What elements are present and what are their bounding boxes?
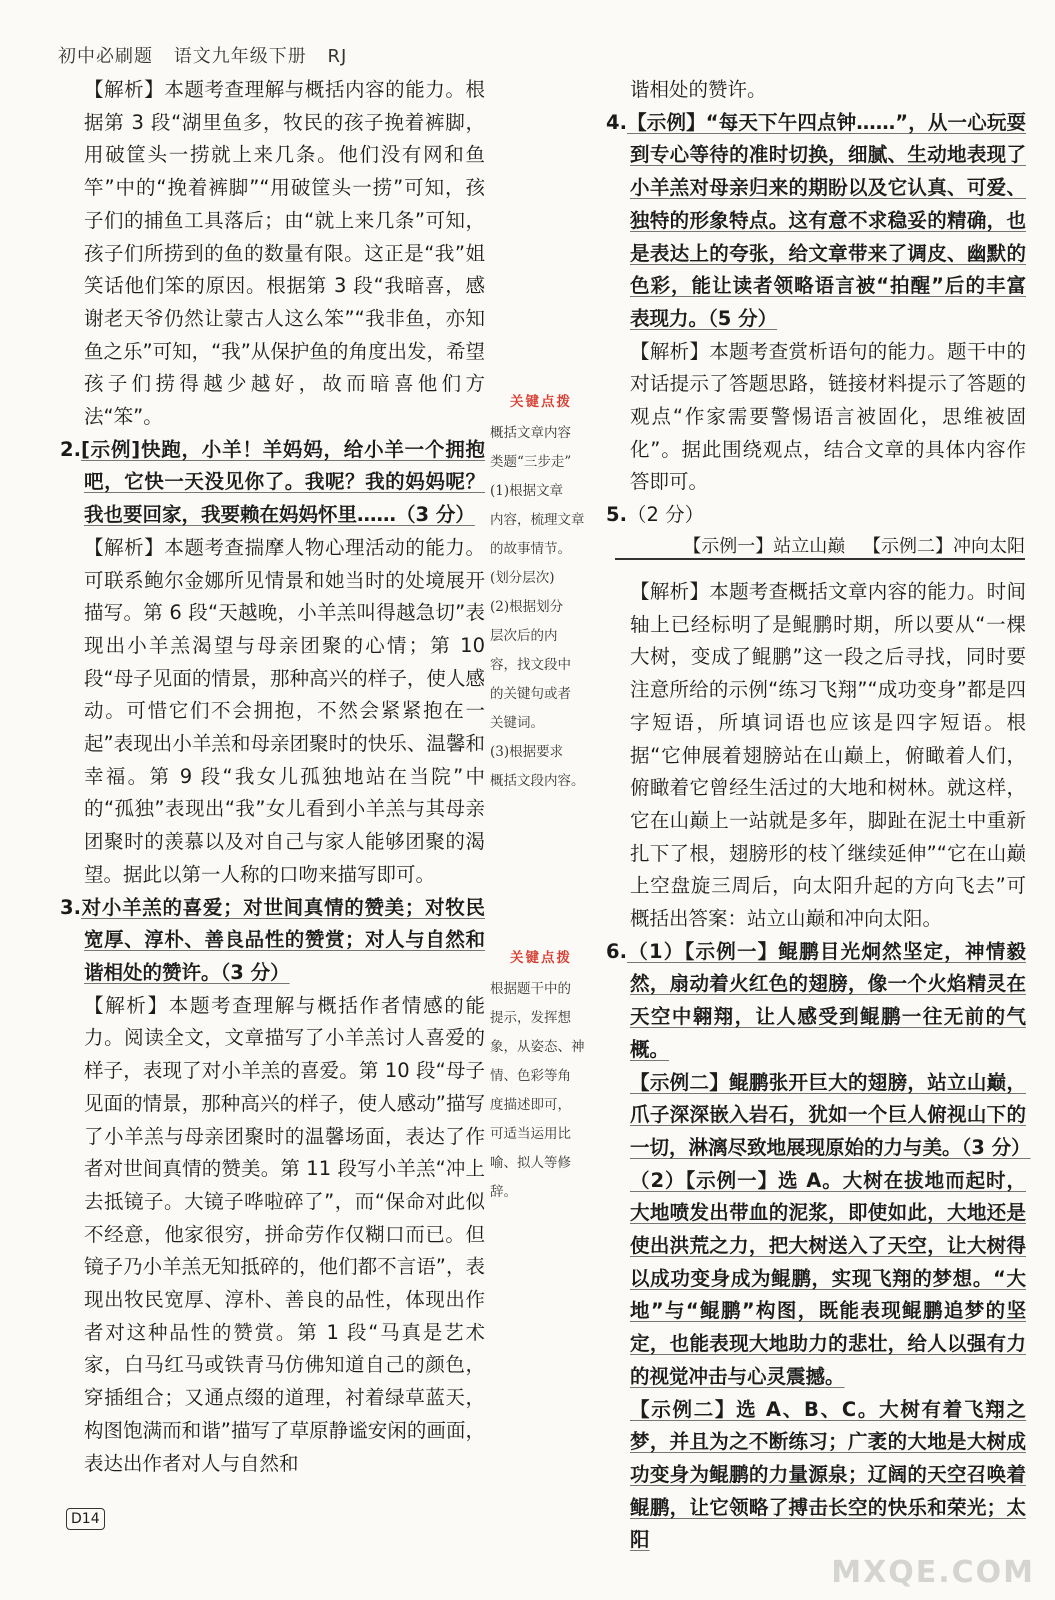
key-tip-line: (1)根据文章 xyxy=(490,483,564,499)
answer-6-1-example-1: 6.（1）【示例一】鲲鹏目光炯然坚定，神情毅然，扇动着火红色的翅膀，像一个火焰精灵在天空中翱翔，让人感受到鲲鹏一往无前的气概。 xyxy=(606,939,1026,1061)
key-tip-2-body xyxy=(490,975,598,1207)
answer-6-2-example-1: （2）【示例一】选 A。大树在拔地而起时，大地喷发出带血的泥浆，即使如此，大地还是使出洪荒之力，把大树送入了天空，让大树得以成功变身成为鲲鹏，实现飞翔的梦想。“大地”与“鲲鹏”构图，既能表现鲲鹏追梦的坚定，也能表现大地助力的悲壮，给人以强有力的视觉冲击与心灵震撼。 xyxy=(630,1168,1026,1388)
book-title: 初中必刷题 xyxy=(58,46,153,67)
key-tip-title: 关键点拨 xyxy=(510,394,572,410)
key-tip-line: 喻、拟人等修 xyxy=(490,1155,571,1171)
answer-2-example: 2.[示例]快跑，小羊！羊妈妈，给小羊一个拥抱吧，它快一天没见你了。我呢？我的妈妈呢？我也要回家，我要赖在妈妈怀里……（3 分） xyxy=(60,437,485,527)
key-tip-line: 可适当运用比 xyxy=(490,1126,571,1142)
edition-label: RJ xyxy=(327,46,348,67)
right-column-bottom xyxy=(606,576,1031,1557)
key-tip-line: 概括文段内容。 xyxy=(490,773,585,789)
key-tip-line: 层次后的内 xyxy=(490,628,558,644)
page-number: D14 xyxy=(66,1508,105,1530)
key-tip-line: 的故事情节。 xyxy=(490,541,571,557)
answer-4-example: 4.【示例】“每天下午四点钟……”，从一心玩耍到专心等待的准时切换，细腻、生动地表现了小羊羔对母亲归来的期盼以及它认真、可爱、独特的形象特点。这有意不求稳妥的精确，也是表达上的夸张，给文章带来了调皮、幽默的色彩，能让读者领略语言被“拍醒”后的丰富表现力。（5 分） xyxy=(606,110,1026,330)
key-tip-title: 关键点拨 xyxy=(510,950,572,966)
answer-4-analysis: 【解析】本题考查赏析语句的能力。题干中的对话提示了答题思路，链接材料提示了答题的观点“作家需要警惕语言被固化，思维被固化”。据此围绕观点，结合文章的具体内容作答即可。 xyxy=(630,339,1026,494)
answer-3-tail: 谐相处的赞许。 xyxy=(630,78,767,101)
key-tip-line: (划分层次) xyxy=(490,570,555,586)
key-tip-line: 象，从姿态、神 xyxy=(490,1039,585,1055)
key-tip-line: 辞。 xyxy=(490,1184,517,1200)
key-tip-line: (3)根据要求 xyxy=(490,744,564,760)
key-tip-line: 关键词。 xyxy=(490,715,544,731)
key-tip-1-body xyxy=(490,419,598,796)
key-tip-line: 容，找文段中 xyxy=(490,657,571,673)
key-tip-2 xyxy=(490,944,598,1207)
key-tip-line: 度描述即可， xyxy=(490,1097,571,1113)
key-tip-line: 概括文章内容 xyxy=(490,425,571,441)
key-tip-line: 情、色彩等角 xyxy=(490,1068,571,1084)
right-column-top xyxy=(606,74,1026,532)
timeline-example-1: 【示例一】站立山巅 xyxy=(683,536,846,557)
key-tip-line: 类题“三步走” xyxy=(490,454,572,470)
answer-3: 3.对小羊羔的喜爱；对世间真情的赞美；对牧民宽厚、淳朴、善良品性的赞赏；对人与自然和谐相处的赞许。（3 分） xyxy=(60,895,485,984)
key-tip-line: 内容，梳理文章 xyxy=(490,512,585,528)
answer-6-2-example-2: 【示例二】选 A、B、C。大树有着飞翔之梦，并且为之不断练习；广袤的大地是大树成功变身为鲲鹏的力量源泉；辽阔的天空召唤着鲲鹏，让它领略了搏击长空的快乐和荣光；太阳 xyxy=(630,1397,1026,1552)
left-column xyxy=(60,74,485,1480)
key-tip-line: 根据题干中的 xyxy=(490,981,571,997)
key-tip-1 xyxy=(490,388,598,796)
key-tip-line: 的关键句或者 xyxy=(490,686,571,702)
answer-3-analysis: 【解析】本题考查理解与概括作者情感的能力。阅读全文，文章描写了小羊羔讨人喜爱的样子，表现了对小羊羔的喜爱。第 10 段“母子见面的情景，那种高兴的样子，使人感动”描写了小羊羔与母亲团聚时的温馨场面，表达了作者对世间真情的赞美。第 11 段写小羊羔“冲上去抵镜子。大镜子哗啦碎了”，而“保命对此似不经意，他家很穷，拼命劳作仅糊口而已。但镜子乃小羊羔无知抵碎的，他们都不言语”，表现出牧民宽厚、淳朴、善良的品性，体现出作者对这种品性的赞赏。第 1 段“马真是艺术家，白马红马或铁青马仿佛知道自己的颜色，穿插组合；又通点缀的道理，衬着绿草蓝天，构图饱满而和谐”描写了草原静谧安闲的画面，表达出作者对人与自然和 xyxy=(84,993,485,1475)
key-tip-line: (2)根据划分 xyxy=(490,599,564,615)
page-header xyxy=(58,42,361,68)
subject-title: 语文九年级下册 xyxy=(173,46,307,67)
answer-5: 5.（2 分） xyxy=(606,503,705,527)
watermark-logo: MXQE.COM xyxy=(831,1555,1035,1590)
answer-5-analysis: 【解析】本题考查概括文章内容的能力。时间轴上已经标明了是鲲鹏时期，所以要从“一棵大树，变成了鲲鹏”这一段之后寻找，同时要注意所给的示例“练习飞翔”“成功变身”都是四字短语，所填词语也应该是四字短语。根据“它伸展着翅膀站在山巅上，俯瞰着人们，俯瞰着它曾经生活过的大地和树林。就这样，它在山巅上一站就是多年，脚趾在泥土中重新扎下了根，翅膀形的枝丫继续延伸”“它在山巅上空盘旋三周后，向太阳升起的方向飞去”可概括出答案：站立山巅和冲向太阳。 xyxy=(630,580,1026,931)
timeline-answer xyxy=(615,532,1025,560)
answer-2-analysis: 【解析】本题考查揣摩人物心理活动的能力。可联系鲍尔金娜所见情景和她当时的处境展开描写。第 6 段“天越晚，小羊羔叫得越急切”表现出小羊羔渴望与母亲团聚的心情；第 10 段“母子见面的情景，那种高兴的样子，使人感动。可惜它们不会拥抱，不然会紧紧抱在一起”表现出小羊羔和母亲团聚时的快乐、温馨和幸福。第 9 段“我女儿孤独地站在当院”中的“孤独”表现出“我”女儿看到小羊羔与其母亲团聚时的羡慕以及对自己与家人能够团聚的渴望。据此以第一人称的口吻来描写即可。 xyxy=(84,535,485,886)
answer-1-analysis: 【解析】本题考查理解与概括内容的能力。根据第 3 段“湖里鱼多，牧民的孩子挽着裤脚，用破筐头一捞就上来几条。他们没有网和鱼竿”中的“挽着裤脚”“用破筐头一捞”可知，孩子们的捕鱼工具落后；由“就上来几条”可知，孩子们所捞到的鱼的数量有限。这正是“我”姐笑话他们笨的原因。根据第 3 段“我暗喜，感谢老天爷仍然让蒙古人这么笨”“我非鱼，亦知鱼之乐”可知，“我”从保护鱼的角度出发，希望孩子们捞得越少越好，故而暗喜他们方法“笨”。 xyxy=(84,78,485,429)
timeline-example-2: 【示例二】冲向太阳 xyxy=(863,536,1025,557)
key-tip-line: 提示，发挥想 xyxy=(490,1010,571,1026)
answer-6-1-example-2: 【示例二】鲲鹏张开巨大的翅膀，站立山巅，爪子深深嵌入岩石，犹如一个巨人俯视山下的一切，淋漓尽致地展现原始的力与美。（3 分） xyxy=(630,1070,1031,1159)
